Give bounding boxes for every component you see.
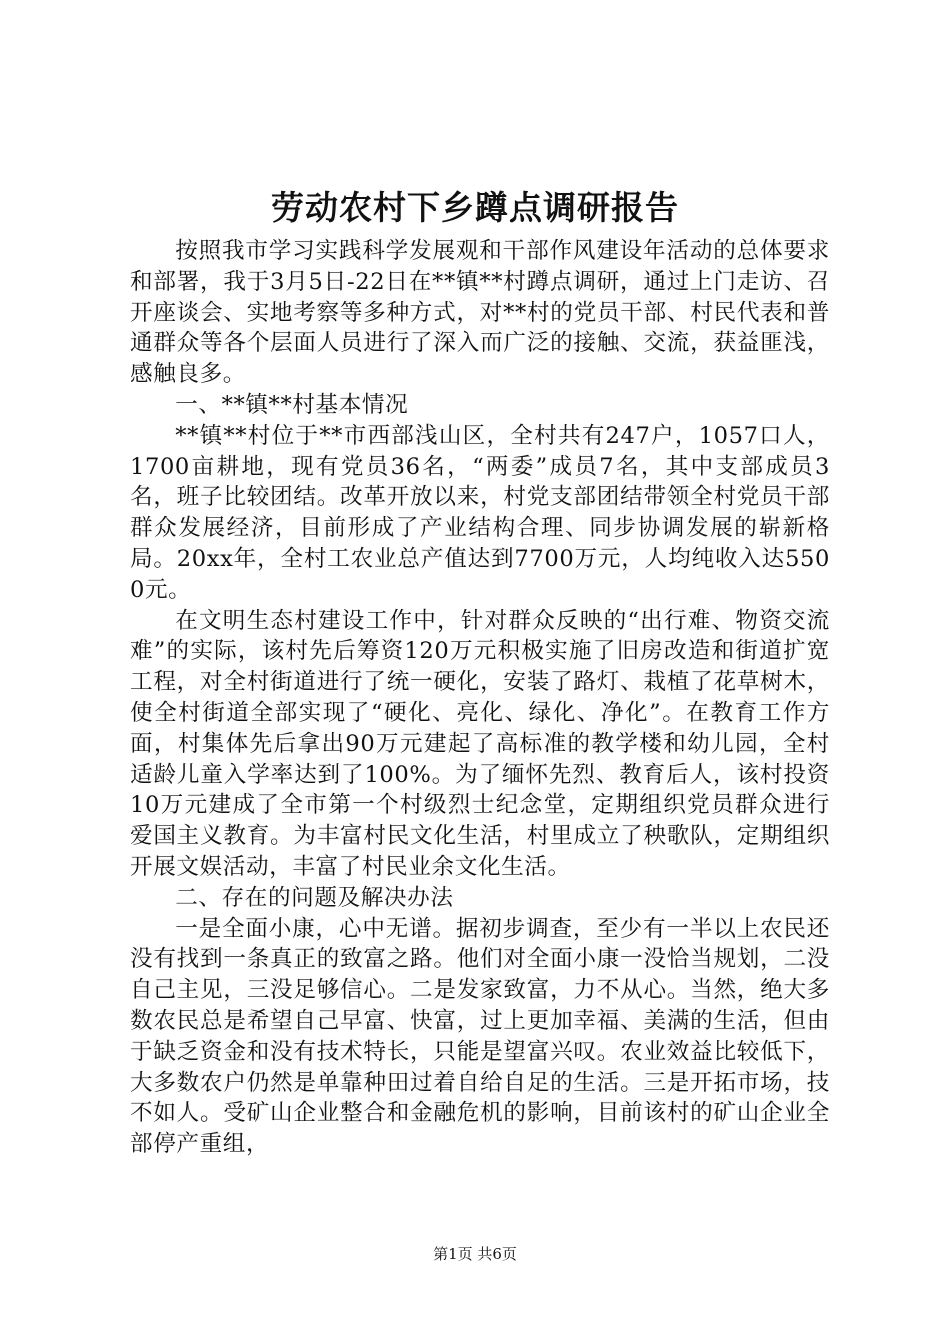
section-heading-1: 一、**镇**村基本情况 xyxy=(175,391,409,418)
page-footer: 第1页 共6页 xyxy=(433,1245,517,1263)
section-heading-2: 二、存在的问题及解决办法 xyxy=(175,884,454,911)
document-body xyxy=(130,236,830,1160)
village-construction-paragraph: 在文明生态村建设工作中，针对群众反映的“出行难、物资交流难”的实际，该村先后筹资120万元积极实施了旧房改造和街道扩宽工程，对全村街道进行了统一硬化，安装了路灯、栽植了花草树木，使全村街道全部实现了“硬化、亮化、绿化、净化”。在教育工作方面，村集体先后拿出90万元建起了高标准的教学楼和幼儿园，全村适龄儿童入学率达到了100%。为了缅怀先烈、教育后人，该村投资10万元建成了全市第一个村级烈士纪念堂，定期组织党员群众进行爱国主义教育。为丰富村民文化生活，村里成立了秧歌队，定期组织开展文娱活动，丰富了村民业余文化生活。 xyxy=(130,607,830,880)
basic-info-paragraph: **镇**村位于**市西部浅山区，全村共有247户，1057口人，1700亩耕地，现有党员36名，“两委”成员7名，其中支部成员3名，班子比较团结。改革开放以来，村党支部团结带领全村党员干部群众发展经济，目前形成了产业结构合理、同步协调发展的崭新格局。20xx年，全村工农业总产值达到7700万元，人均纯收入达5500元。 xyxy=(130,422,830,603)
problems-paragraph: 一是全面小康，心中无谱。据初步调查，至少有一半以上农民还没有找到一条真正的致富之路。他们对全面小康一没恰当规划，二没自己主见，三没足够信心。二是发家致富，力不从心。当然，绝大多数农民总是希望自己早富、快富，过上更加幸福、美满的生活，但由于缺乏资金和没有技术特长，只能是望富兴叹。农业效益比较低下，大多数农户仍然是单靠种田过着自给自足的生活。三是开拓市场，技不如人。受矿山企业整合和金融危机的影响，目前该村的矿山企业全部停产重组， xyxy=(130,915,830,1158)
intro-paragraph: 按照我市学习实践科学发展观和干部作风建设年活动的总体要求和部署，我于3月5日-22日在**镇**村蹲点调研，通过上门走访、召开座谈会、实地考察等多种方式，对**村的党员干部、村民代表和普通群众等各个层面人员进行了深入而广泛的接触、交流，获益匪浅，感触良多。 xyxy=(130,238,830,388)
document-title: 劳动农村下乡蹲点调研报告 xyxy=(271,188,679,227)
